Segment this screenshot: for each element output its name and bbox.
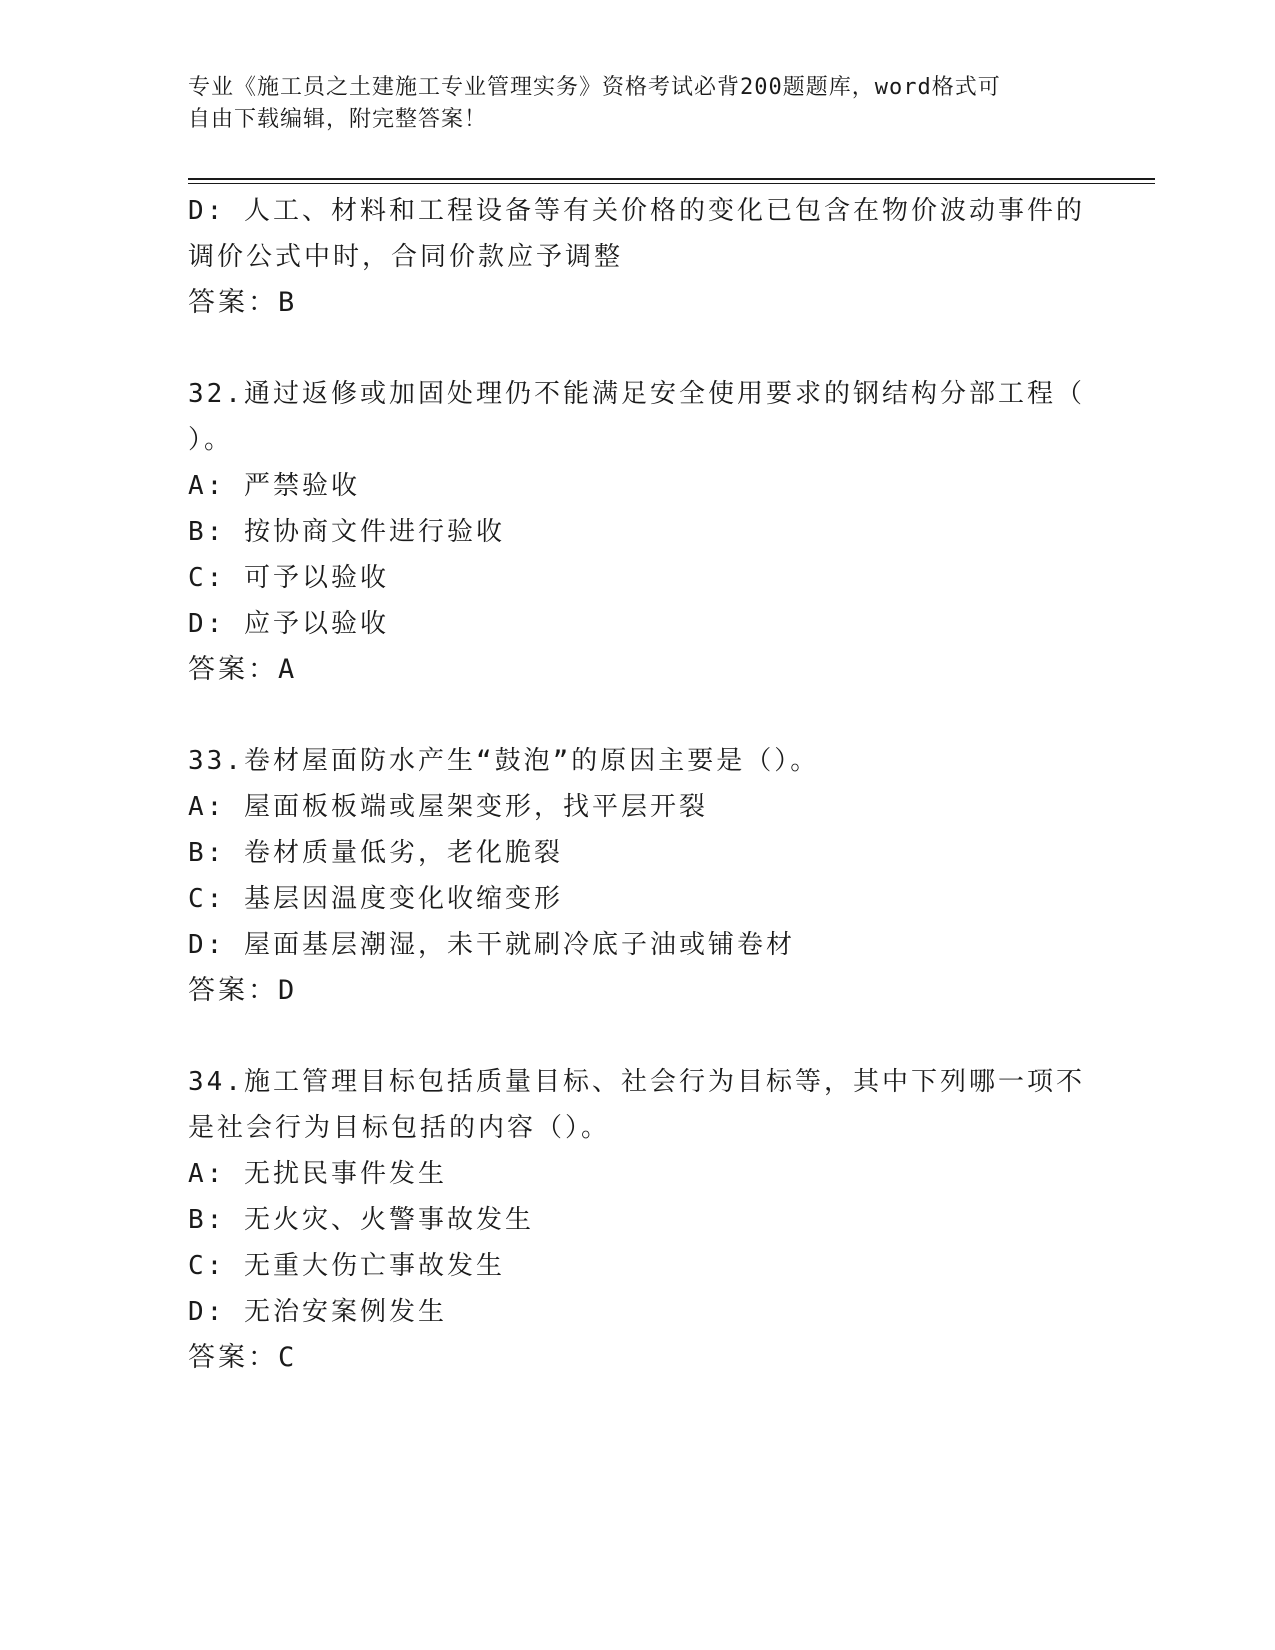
option-d-line-2: 调价公式中时，合同价款应予调整	[188, 242, 624, 272]
question-stem-line-1: 32.通过返修或加固处理仍不能满足安全使用要求的钢结构分部工程（	[188, 379, 1085, 409]
question-stem-line-1: 33.卷材屋面防水产生“鼓泡”的原因主要是（）。	[188, 746, 820, 776]
question-stem-line-1: 34.施工管理目标包括质量目标、社会行为目标等，其中下列哪一项不	[188, 1067, 1085, 1097]
answer-label: 答案：C	[188, 1342, 298, 1373]
option-d: D: 无治安案例发生	[188, 1297, 447, 1327]
option-a: A: 屋面板板端或屋架变形，找平层开裂	[188, 792, 708, 822]
header-title-line-2: 自由下载编辑，附完整答案！	[188, 107, 488, 132]
question-stem-line-2: 是社会行为目标包括的内容（）。	[188, 1113, 611, 1143]
question-stem-line-2: ）。	[188, 425, 234, 455]
option-c: C: 可予以验收	[188, 563, 389, 593]
header-divider-thin	[188, 183, 1155, 184]
document-header	[188, 72, 1088, 136]
option-a: A: 无扰民事件发生	[188, 1159, 447, 1189]
option-d: D: 应予以验收	[188, 609, 389, 639]
header-divider	[188, 178, 1155, 180]
document-body	[188, 188, 1088, 1381]
option-d: D: 屋面基层潮湿，未干就刷冷底子油或铺卷材	[188, 930, 795, 960]
option-b: B: 按协商文件进行验收	[188, 517, 505, 547]
question-32	[188, 371, 1088, 693]
option-b: B: 无火灾、火警事故发生	[188, 1205, 534, 1235]
spacer	[188, 693, 1088, 738]
spacer	[188, 1014, 1088, 1059]
spacer	[188, 326, 1088, 371]
header-title-line-1: 专业《施工员之土建施工专业管理实务》资格考试必背200题题库，word格式可	[188, 75, 1001, 100]
answer-label: 答案：B	[188, 287, 298, 318]
question-34	[188, 1059, 1088, 1381]
option-a: A: 严禁验收	[188, 471, 360, 501]
option-c: C: 基层因温度变化收缩变形	[188, 884, 563, 914]
option-c: C: 无重大伤亡事故发生	[188, 1251, 505, 1281]
question-33	[188, 738, 1088, 1014]
answer-label: 答案：D	[188, 975, 298, 1006]
previous-question-tail	[188, 188, 1088, 326]
answer-label: 答案：A	[188, 654, 298, 685]
option-b: B: 卷材质量低劣，老化脆裂	[188, 838, 563, 868]
option-d-line-1: D: 人工、材料和工程设备等有关价格的变化已包含在物价波动事件的	[188, 196, 1085, 226]
